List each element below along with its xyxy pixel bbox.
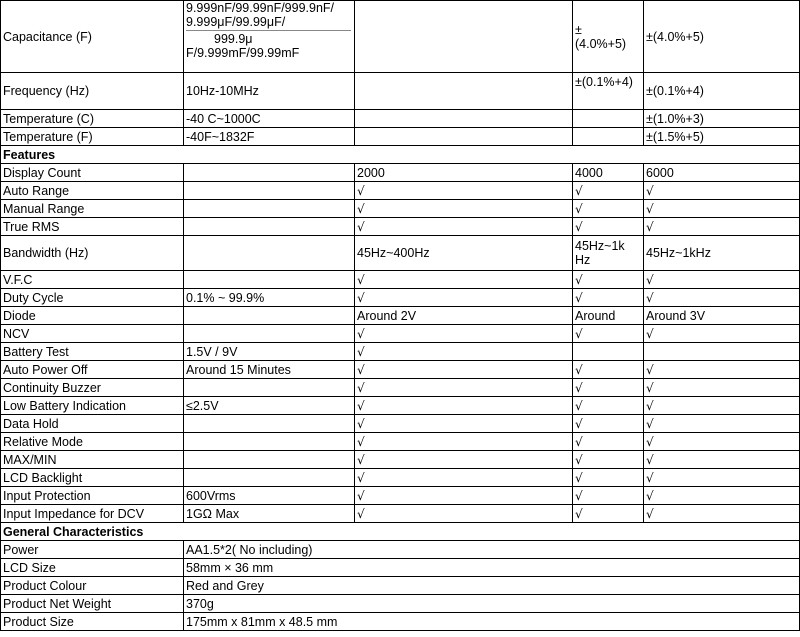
divider: [186, 30, 351, 31]
spec-cell: [184, 325, 355, 343]
table-row: [1, 505, 800, 523]
table-row: [1, 236, 800, 271]
row-label: Auto Range: [1, 182, 184, 200]
row-label: Power: [1, 541, 184, 559]
row-label: True RMS: [1, 218, 184, 236]
model-cell: √: [355, 289, 573, 307]
model-cell: √: [355, 325, 573, 343]
row-label: NCV: [1, 325, 184, 343]
cell-line: 45Hz~1k: [575, 239, 625, 253]
row-label: Temperature (F): [1, 128, 184, 146]
model-cell: ±(0.1%+4): [644, 73, 800, 110]
model-cell: √: [644, 505, 800, 523]
model-cell: √: [355, 379, 573, 397]
model-cell: [355, 128, 573, 146]
model-cell: √: [355, 200, 573, 218]
table-row: [1, 343, 800, 361]
model-cell: ±(0.1%+4): [573, 73, 644, 110]
cell-line: ±: [575, 22, 582, 37]
model-cell: √: [573, 200, 644, 218]
spec-cell: -40F~1832F: [184, 128, 355, 146]
spec-cell: [184, 164, 355, 182]
row-label: MAX/MIN: [1, 451, 184, 469]
table-row: [1, 559, 800, 577]
table-row: [1, 361, 800, 379]
row-label: LCD Size: [1, 559, 184, 577]
spec-cell: [184, 433, 355, 451]
model-cell: √: [355, 451, 573, 469]
spec-cell: [184, 1, 355, 73]
spec-cell: [184, 218, 355, 236]
row-label: Continuity Buzzer: [1, 379, 184, 397]
table-row: [1, 128, 800, 146]
table-row: [1, 595, 800, 613]
row-label: Temperature (C): [1, 110, 184, 128]
model-cell: [573, 236, 644, 271]
spec-cell: 600Vrms: [184, 487, 355, 505]
spec-line: 9.999μF/99.99μF/: [186, 15, 286, 29]
spec-line: 999.9μ: [214, 32, 253, 46]
model-cell: √: [573, 415, 644, 433]
spec-line: F/9.999mF/99.99mF: [186, 46, 300, 60]
row-label: LCD Backlight: [1, 469, 184, 487]
table-row: [1, 73, 800, 110]
model-cell: √: [644, 469, 800, 487]
model-cell: √: [644, 433, 800, 451]
table-row: [1, 289, 800, 307]
table-row: [1, 577, 800, 595]
model-cell: √: [573, 487, 644, 505]
section-header-row: [1, 523, 800, 541]
row-label: Auto Power Off: [1, 361, 184, 379]
model-cell: √: [573, 433, 644, 451]
model-cell: √: [644, 379, 800, 397]
spec-cell: [184, 200, 355, 218]
model-cell: [644, 343, 800, 361]
value-cell: AA1.5*2( No including): [184, 541, 800, 559]
model-cell: ±(4.0%+5): [644, 1, 800, 73]
spec-cell: 1GΩ Max: [184, 505, 355, 523]
spec-cell: [184, 379, 355, 397]
table-row: [1, 1, 800, 73]
row-label: Input Protection: [1, 487, 184, 505]
model-cell: √: [573, 325, 644, 343]
model-cell: √: [644, 397, 800, 415]
model-cell: [355, 110, 573, 128]
model-cell: √: [355, 343, 573, 361]
model-cell: √: [573, 469, 644, 487]
model-cell: √: [355, 182, 573, 200]
model-cell: [573, 110, 644, 128]
spec-cell: [184, 415, 355, 433]
spec-cell: [184, 451, 355, 469]
model-cell: √: [573, 289, 644, 307]
value-cell: 370g: [184, 595, 800, 613]
table-row: [1, 307, 800, 325]
model-cell: √: [644, 451, 800, 469]
row-label: Capacitance (F): [1, 1, 184, 73]
model-cell: √: [355, 271, 573, 289]
table-row: [1, 469, 800, 487]
section-title-general: General Characteristics: [1, 523, 800, 541]
spec-cell: [184, 307, 355, 325]
model-cell: √: [573, 182, 644, 200]
spec-cell: 0.1% ~ 99.9%: [184, 289, 355, 307]
model-cell: ±(1.0%+3): [644, 110, 800, 128]
cell-line: Hz: [575, 253, 591, 267]
features-rows: [1, 164, 800, 523]
model-cell: √: [355, 505, 573, 523]
row-label: Display Count: [1, 164, 184, 182]
model-cell: Around 3V: [644, 307, 800, 325]
model-cell: Around 2V: [355, 307, 573, 325]
model-cell: √: [355, 469, 573, 487]
model-cell: 45Hz~400Hz: [355, 236, 573, 271]
table-row: [1, 415, 800, 433]
model-cell: [573, 1, 644, 73]
table-row: [1, 451, 800, 469]
general-rows: [1, 541, 800, 631]
row-label: Relative Mode: [1, 433, 184, 451]
model-cell: √: [644, 182, 800, 200]
model-cell: √: [573, 505, 644, 523]
row-label: Battery Test: [1, 343, 184, 361]
row-label: Diode: [1, 307, 184, 325]
model-cell: Around: [573, 307, 644, 325]
model-cell: 4000: [573, 164, 644, 182]
table-row: [1, 182, 800, 200]
table-row: [1, 379, 800, 397]
table-row: [1, 487, 800, 505]
model-cell: 2000: [355, 164, 573, 182]
spec-cell: [184, 469, 355, 487]
model-cell: √: [355, 487, 573, 505]
section-title-features: Features: [1, 146, 800, 164]
section-header-row: [1, 146, 800, 164]
value-cell: 58mm × 36 mm: [184, 559, 800, 577]
spec-cell: [184, 182, 355, 200]
spec-cell: [184, 271, 355, 289]
model-cell: √: [355, 218, 573, 236]
model-cell: √: [355, 397, 573, 415]
table-row: [1, 613, 800, 631]
row-label: Product Net Weight: [1, 595, 184, 613]
model-cell: √: [355, 433, 573, 451]
spec-line: 9.999nF/99.99nF/999.9nF/: [186, 1, 335, 15]
model-cell: √: [644, 271, 800, 289]
model-cell: [573, 343, 644, 361]
table-row: [1, 218, 800, 236]
row-label: Frequency (Hz): [1, 73, 184, 110]
model-cell: [355, 1, 573, 73]
table-row: [1, 164, 800, 182]
spec-cell: -40 C~1000C: [184, 110, 355, 128]
spec-cell: Around 15 Minutes: [184, 361, 355, 379]
spec-cell: 10Hz-10MHz: [184, 73, 355, 110]
table-row: [1, 271, 800, 289]
row-label: Bandwidth (Hz): [1, 236, 184, 271]
model-cell: ±(1.5%+5): [644, 128, 800, 146]
spec-cell: ≤2.5V: [184, 397, 355, 415]
model-cell: 45Hz~1kHz: [644, 236, 800, 271]
table-row: [1, 397, 800, 415]
table-row: [1, 110, 800, 128]
model-cell: √: [573, 218, 644, 236]
row-label: V.F.C: [1, 271, 184, 289]
table-row: [1, 200, 800, 218]
model-cell: √: [573, 397, 644, 415]
model-cell: √: [644, 487, 800, 505]
model-cell: √: [644, 415, 800, 433]
model-cell: √: [573, 451, 644, 469]
model-cell: √: [644, 200, 800, 218]
model-cell: √: [644, 361, 800, 379]
row-label: Product Size: [1, 613, 184, 631]
value-cell: 175mm x 81mm x 48.5 mm: [184, 613, 800, 631]
model-cell: √: [573, 379, 644, 397]
model-cell: √: [644, 325, 800, 343]
cell-line: (4.0%+5): [575, 36, 627, 51]
model-cell: 6000: [644, 164, 800, 182]
model-cell: √: [573, 271, 644, 289]
model-cell: [355, 73, 573, 110]
model-cell: √: [573, 361, 644, 379]
model-cell: √: [355, 415, 573, 433]
row-label: Duty Cycle: [1, 289, 184, 307]
model-cell: √: [644, 218, 800, 236]
row-label: Input Impedance for DCV: [1, 505, 184, 523]
table-row: [1, 325, 800, 343]
row-label: Data Hold: [1, 415, 184, 433]
row-label: Low Battery Indication: [1, 397, 184, 415]
spec-cell: [184, 236, 355, 271]
table-row: [1, 541, 800, 559]
table-row: [1, 433, 800, 451]
spec-cell: 1.5V / 9V: [184, 343, 355, 361]
model-cell: √: [355, 361, 573, 379]
row-label: Product Colour: [1, 577, 184, 595]
model-cell: √: [644, 289, 800, 307]
value-cell: Red and Grey: [184, 577, 800, 595]
model-cell: [573, 128, 644, 146]
row-label: Manual Range: [1, 200, 184, 218]
